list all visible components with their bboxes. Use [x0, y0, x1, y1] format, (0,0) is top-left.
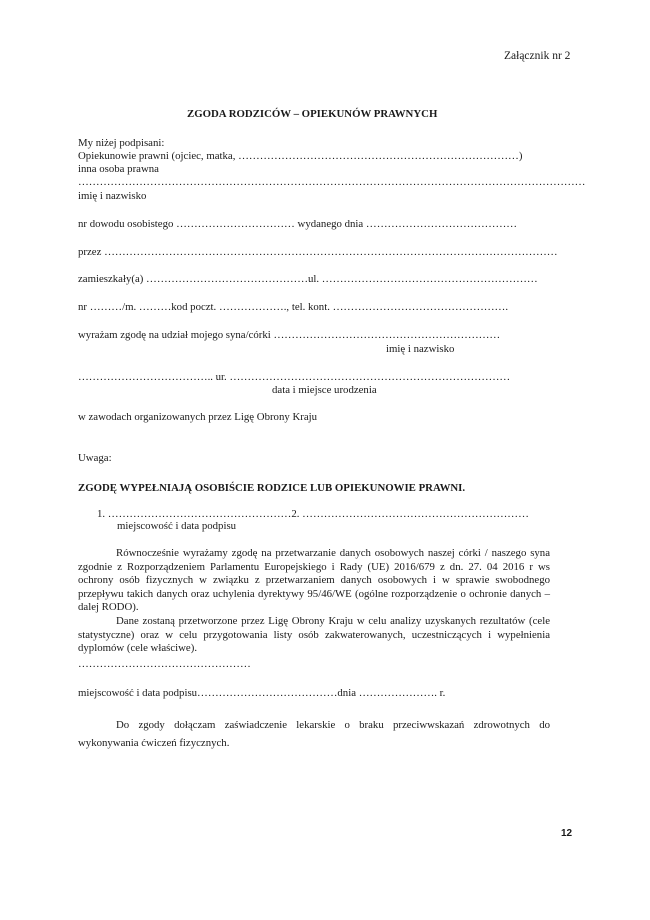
- name-label: imię i nazwisko: [78, 190, 147, 202]
- signature-lines: 1. ……………………………………………2. ………………………………………………………: [97, 508, 529, 520]
- document-title: ZGODA RODZICÓW – OPIEKUNÓW PRAWNYCH: [187, 108, 438, 120]
- birth-label: data i miejsce urodzenia: [272, 384, 377, 396]
- page-number: 12: [561, 828, 573, 839]
- address-line: zamieszkały(a) ………………………………………ul. ……………………………………………………: [78, 273, 538, 285]
- consent-line: wyrażam zgodę na udział mojego syna/córki ………………………………………………………: [78, 329, 501, 341]
- rodo-paragraph-1: Równocześnie wyrażamy zgodę na przetwarzanie danych osobowych naszej córki / naszego syna zgodnie z Rozporządzeniem Parlamentu Europejskiego i Rady (UE) 2016/679 z dn. 27. 04 2016 r ws ochrony osób fizycznych w związku z przetwarzaniem danych osobowych i w sprawie swobodnego przepływu takich danych oraz uchylenia dyrektywy 95/46/WE (ogólne rozporządzenie o ochronie danych – dalej RODO).: [78, 547, 550, 614]
- birth-line: ……………………………….. ur. ……………………………………………………………………: [78, 371, 511, 383]
- intro-other-person: inna osoba prawna: [78, 163, 159, 175]
- place-date-line: miejscowość i data podpisu…………………………………dnia …………………. r.: [78, 687, 446, 699]
- intro-line-1: My niżej podpisani:: [78, 137, 165, 149]
- intro-guardians-line: Opiekunowie prawni (ojciec, matka, ……………………………………………………………………): [78, 150, 523, 162]
- note-label: Uwaga:: [78, 452, 112, 464]
- rodo-paragraph-2: Dane zostaną przetworzone przez Ligę Obrony Kraju w celu analizy uzyskanych rezultatów (cele statystyczne) oraz w celu przygotowania listy osób zakwaterowanych, uczestniczących i wypełnienia dyplomów (cele właściwe).: [78, 615, 550, 655]
- signature-label: miejscowość i data podpisu: [117, 520, 237, 532]
- id-document-line: nr dowodu osobistego …………………………… wydanego dnia ……………………………………: [78, 218, 518, 230]
- number-postal-phone-line: nr ………/m. ………kod poczt. ………………., tel. kont. ………………………………………….: [78, 301, 509, 313]
- annex-label: Załącznik nr 2: [504, 50, 571, 62]
- rodo-dotted-line: …………………………………………: [78, 658, 251, 670]
- medical-certificate-note: Do zgody dołączam zaświadczenie lekarskie o braku przeciwwskazań zdrowotnych do wykonywania ćwiczeń fizycznych.: [78, 719, 550, 749]
- child-name-label: imię i nazwisko: [386, 343, 455, 355]
- issued-by-line: przez ………………………………………………………………………………………………………………: [78, 246, 558, 258]
- note-warning: ZGODĘ WYPEŁNIAJĄ OSOBIŚCIE RODZICE LUB OPIEKUNOWIE PRAWNI.: [78, 482, 466, 494]
- competition-line: w zawodach organizowanych przez Ligę Obrony Kraju: [78, 411, 318, 423]
- intro-dotted-line: ……………………………………………………………………………………………………………………………: [78, 176, 586, 188]
